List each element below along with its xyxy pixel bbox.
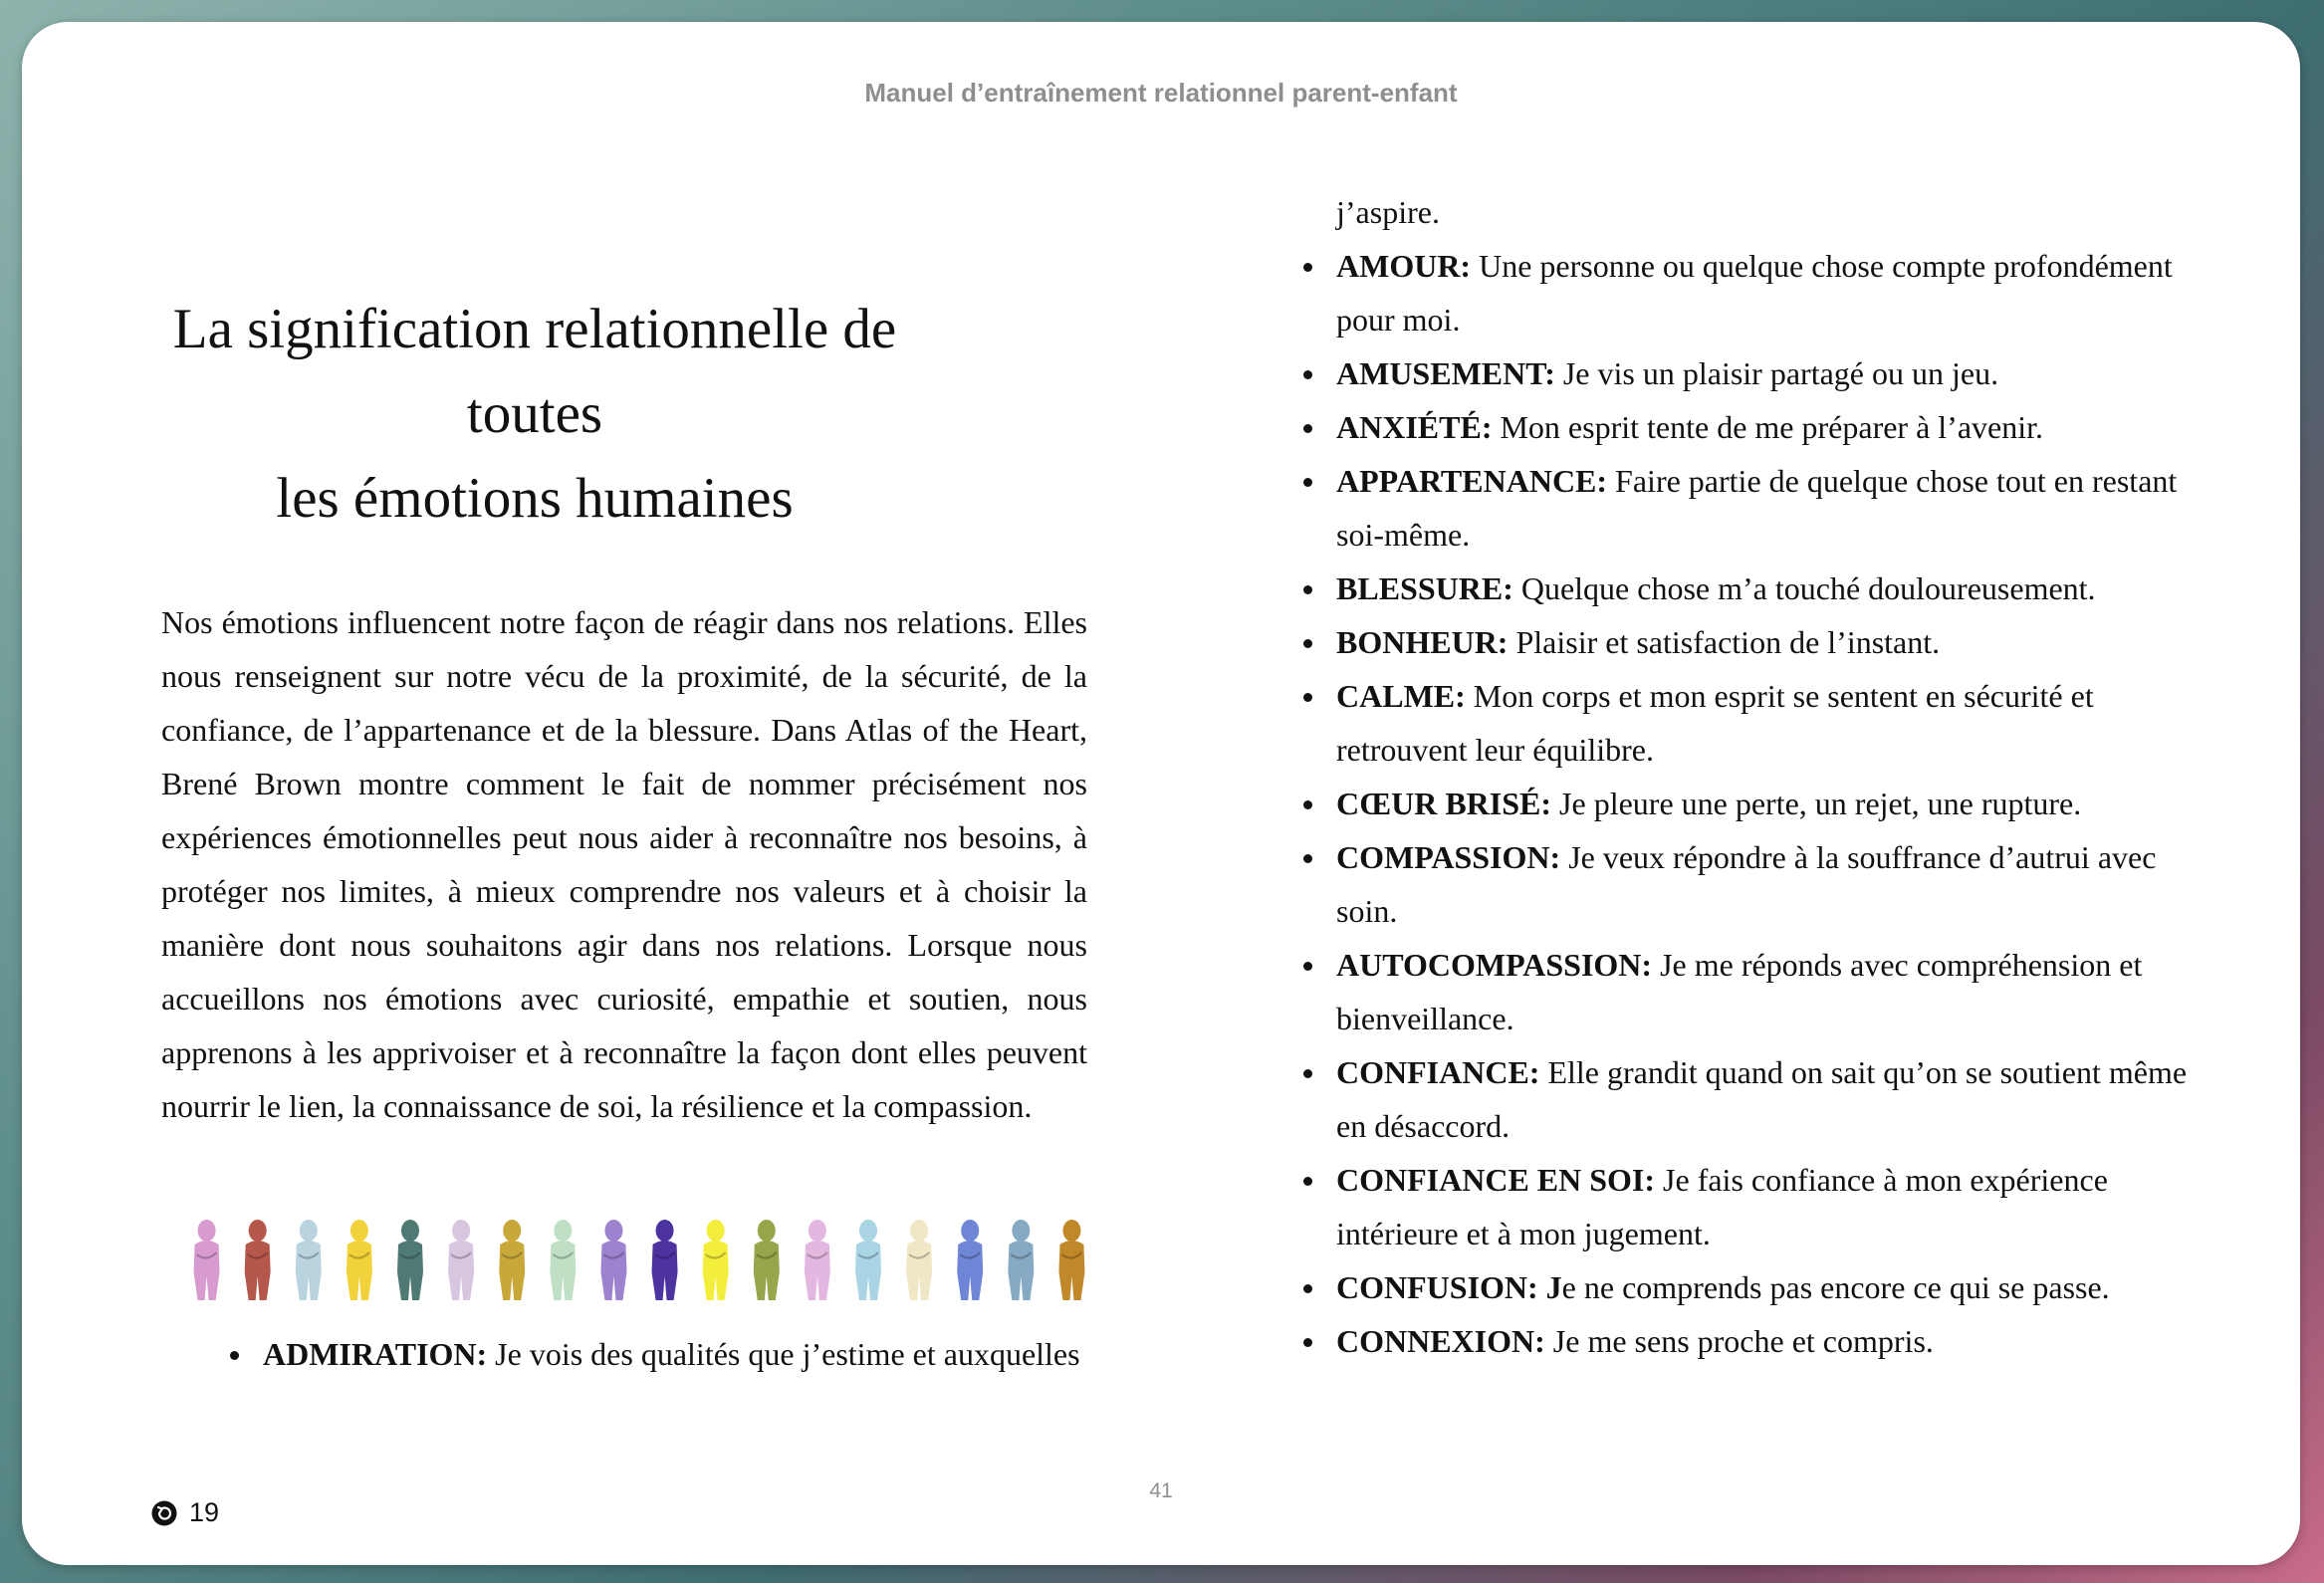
list-item [1336, 562, 2193, 615]
emotion-term: CONFIANCE: [1336, 1054, 1540, 1090]
list-item [1336, 830, 2193, 938]
emotion-description: Je vois des qualités que j’estime et auxquelles [487, 1336, 1080, 1372]
emotion-term: BONHEUR: [1336, 624, 1509, 660]
emotion-description: Elle grandit quand on sait qu’on se soutient même en désaccord. [1336, 1054, 2188, 1144]
emotion-figure [499, 1220, 525, 1300]
list-continuation: j’aspire. [1336, 194, 1440, 230]
emotion-term: CONNEXION: [1336, 1323, 1545, 1359]
emotion-figure [448, 1220, 474, 1300]
list-item [1336, 938, 2193, 1045]
list-item [1336, 1314, 2193, 1368]
emotion-term: ADMIRATION: [263, 1336, 488, 1372]
list-item [1336, 1260, 2193, 1314]
emotion-term: CONFIANCE EN SOI: [1336, 1162, 1656, 1198]
list-item [1336, 669, 2193, 777]
emotion-list-right [1336, 239, 2193, 1368]
chapter-title-line-1: La signification relationnelle de toutes [172, 298, 897, 445]
emotion-figure [1058, 1220, 1084, 1300]
emotion-list-left [263, 1327, 1139, 1381]
emotion-figure [550, 1220, 576, 1300]
emotion-figure [805, 1220, 830, 1300]
emotion-figure [652, 1220, 678, 1300]
emotion-figure [600, 1220, 626, 1300]
emotion-figure [245, 1220, 271, 1300]
emotion-figure [347, 1220, 372, 1300]
list-item [1336, 346, 2193, 400]
emotion-description: Je me sens proche et compris. [1544, 1323, 1934, 1359]
emotion-description: Je veux répondre à la souffrance d’autrui avec soin. [1336, 839, 2157, 929]
emotion-figures-illustration [181, 1215, 1097, 1304]
emotion-description: Je pleure une perte, un rejet, une rupture. [1551, 786, 2082, 821]
book-title: Manuel d’entraînement relationnel parent-enfant [864, 78, 1458, 108]
chapter-title-line-2: les émotions humaines [276, 467, 794, 530]
emotion-term: AUTOCOMPASSION: [1336, 947, 1653, 983]
emotion-description: Mon corps et mon esprit se sentent en sécurité et retrouvent leur équilibre. [1336, 678, 2094, 768]
emotion-term: COMPASSION: [1336, 839, 1561, 875]
list-item [1336, 239, 2193, 346]
list-item [1336, 400, 2193, 454]
emotion-figure [703, 1220, 729, 1300]
emotion-figure [296, 1220, 322, 1300]
emotion-term: AMUSEMENT: [1336, 355, 1555, 391]
emotion-figure [194, 1220, 220, 1300]
emotion-description: Je me réponds avec compréhension et bienveillance. [1336, 947, 2143, 1036]
emotion-figure [754, 1220, 780, 1300]
emotion-figure [1008, 1220, 1034, 1300]
emotion-term: APPARTENANCE: [1336, 463, 1608, 499]
emotion-figure [855, 1220, 881, 1300]
back-arrow-icon [151, 1500, 177, 1526]
intro-paragraph: Nos émotions influencent notre façon de réagir dans nos relations. Elles nous renseignent sur notre vécu de la proximité, de la sécurité, de la confiance, de l’appartenance et de la blessure. Dans Atlas of the Heart, Brené Brown montre comment le fait de nommer précisément nos expériences émotionnelles peut nous aider à reconnaître nos besoins, à protéger nos limites, à mieux comprendre nos valeurs et à choisir la manière dont nous souhaitons agir dans nos relations. Lorsque nous accueillons nos émotions avec curiosité, empathie et soutien, nous apprenons à les apprivoiser et à reconnaître la façon dont elles peuvent nourrir le lien, la connaissance de soi, la résilience et la compassion. [161, 604, 1087, 1124]
emotion-description: e ne comprends pas encore ce qui se passe. [1561, 1269, 2110, 1305]
emotion-description: Mon esprit tente de me préparer à l’avenir. [1492, 409, 2044, 445]
emotion-figure [397, 1220, 423, 1300]
emotion-description: Je fais confiance à mon expérience intérieure et à mon jugement. [1336, 1162, 2108, 1251]
emotion-term: AMOUR: [1336, 248, 1472, 284]
emotion-term: CONFUSION: J [1336, 1269, 1562, 1305]
emotion-term: CŒUR BRISÉ: [1336, 786, 1552, 821]
list-item [1336, 1153, 2193, 1260]
emotion-figure [957, 1220, 983, 1300]
list-item [1336, 454, 2193, 562]
back-page-number: 19 [189, 1497, 220, 1527]
reader-window [22, 22, 2300, 1565]
figures-svg [181, 1215, 1097, 1304]
list-item [1336, 1045, 2193, 1153]
back-to-page-link[interactable] [151, 1497, 219, 1528]
emotion-description: Quelque chose m’a touché douloureusement. [1512, 570, 2096, 606]
emotion-term: CALME: [1336, 678, 1466, 714]
page-number: 41 [1149, 1479, 1173, 1502]
emotion-description: Plaisir et satisfaction de l’instant. [1508, 624, 1941, 660]
emotion-figure [906, 1220, 932, 1300]
emotion-description: Une personne ou quelque chose compte profondément pour moi. [1336, 248, 2173, 338]
emotion-term: BLESSURE: [1336, 570, 1513, 606]
emotion-description: Je vis un plaisir partagé ou un jeu. [1554, 355, 1999, 391]
list-item [263, 1327, 1139, 1381]
emotion-term: ANXIÉTÉ: [1336, 409, 1493, 445]
emotion-description: Faire partie de quelque chose tout en restant soi-même. [1336, 463, 2178, 553]
list-item [1336, 615, 2193, 669]
list-item [1336, 777, 2193, 830]
chapter-title [151, 287, 918, 541]
